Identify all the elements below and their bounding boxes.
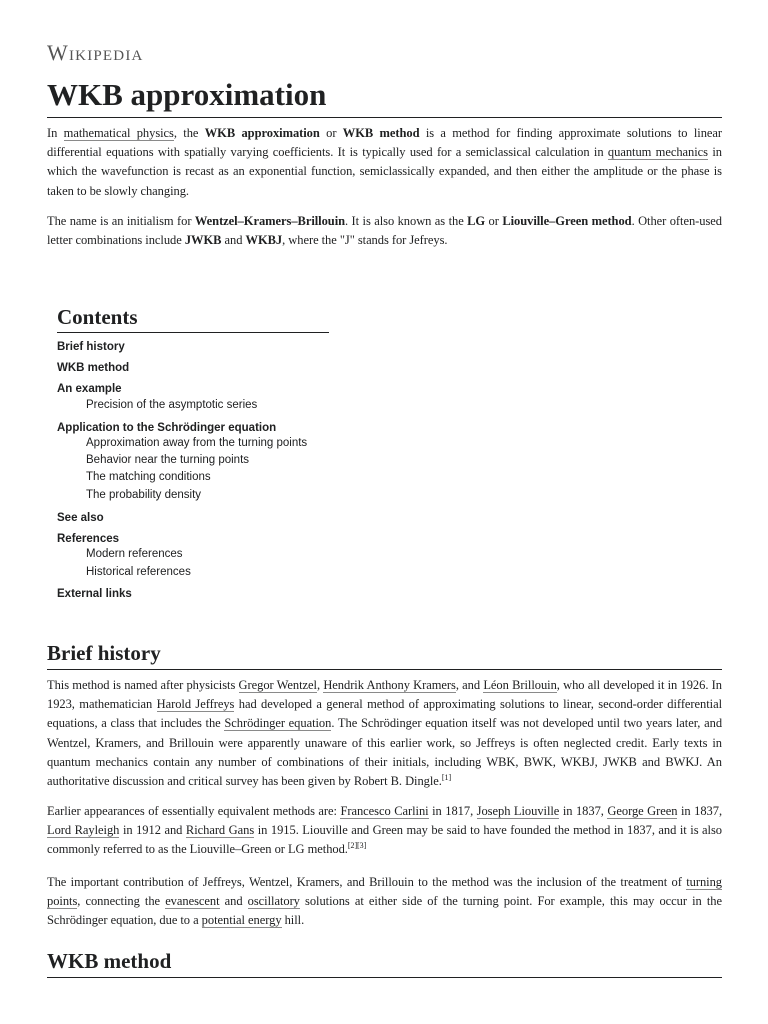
history-paragraph-3: The important contribution of Jeffreys, Wentzel, Kramers, and Brillouin to the method was the inclusion of the treatment of turning points, connecting the evanescent and oscillatory solutions at either side of the turning point. For example, this may occur in the Schrödinger equation, due to a potential energy hill. xyxy=(47,875,722,928)
term-jwkb: JWKB xyxy=(184,233,222,248)
term-lg: LG xyxy=(467,214,486,228)
history-paragraph-1: This method is named after physicists Gregor Wentzel, Hendrik Anthony Kramers, and Léon Brillouin, who all developed it in 1926. In 1923, mathematician Harold Jeffreys had developed a general method of approximating solutions to linear, second-order differential equations, a class that includes the Schrödinger equation. The Schrödinger equation itself was not developed until two years later, and Wentzel, Kramers, and Brillouin were apparently unaware of this earlier work, so Jeffreys is often neglected credit. Early texts in quantum mechanics contain any number of combinations of their initials, including WBK, BWK, WKBJ, JWKB and BWKJ. An authoritative discussion and critical survey has been given by Robert B. Dingle.[1] xyxy=(47,678,723,789)
toc-title: Contents xyxy=(57,304,329,333)
link-joseph-liouville[interactable]: Joseph Liouville xyxy=(476,804,560,818)
toc-item-behavior-near-turning[interactable]: Behavior near the turning points xyxy=(86,454,250,466)
toc-item-matching-conditions[interactable]: The matching conditions xyxy=(86,471,211,483)
toc-item-historical-references[interactable]: Historical references xyxy=(86,566,191,578)
page-title: WKB approximation xyxy=(47,76,722,118)
toc-item-see-also[interactable]: See also xyxy=(57,512,104,524)
link-quantum-mechanics[interactable]: quantum mechanics xyxy=(607,145,708,160)
section-heading-wkb-method: WKB method xyxy=(47,948,722,978)
intro-paragraph-1: In mathematical physics, the WKB approximation or WKB method is a method for finding approximate solutions to linear differential equations with spatially varying coefficients. It is typically used for a semiclassical calculation in quantum mechanics in which the wavefunction is recast as an exponential function, semiclassically expanded, and then either the amplitude or the phase is taken to be slowly changing. xyxy=(47,126,722,198)
reference-2-3[interactable]: [2][3] xyxy=(347,841,367,851)
link-evanescent[interactable]: evanescent xyxy=(165,894,220,909)
toc-item-modern-references[interactable]: Modern references xyxy=(86,548,183,560)
link-hendrik-kramers[interactable]: Hendrik Anthony Kramers xyxy=(323,678,456,692)
history-paragraph-2: Earlier appearances of essentially equivalent methods are: Francesco Carlini in 1817, Joseph Liouville in 1837, George Green in 1837, Lord Rayleigh in 1912 and Richard Gans in 1915. Liouville and Green may be said to have founded the method in 1837, and it is also commonly referred to as the Liouville–Green or LG method.[2][3] xyxy=(47,804,723,857)
section-heading-brief-history: Brief history xyxy=(47,640,722,670)
toc-item-application-schrodinger[interactable]: Application to the Schrödinger equation xyxy=(57,422,277,434)
link-richard-gans[interactable]: Richard Gans xyxy=(185,823,255,838)
link-oscillatory[interactable]: oscillatory xyxy=(247,894,300,909)
link-mathematical-physics[interactable]: mathematical physics xyxy=(63,126,174,140)
term-wkbj: WKBJ xyxy=(245,233,283,248)
term-wkb-approximation: WKB approximation xyxy=(204,126,320,140)
link-harold-jeffreys[interactable]: Harold Jeffreys xyxy=(156,697,235,712)
link-potential-energy[interactable]: potential energy xyxy=(201,913,282,928)
term-wkb-method: WKB method xyxy=(342,126,420,140)
link-francesco-carlini[interactable]: Francesco Carlini xyxy=(340,804,429,818)
toc-item-precision-asymptotic-series[interactable]: Precision of the asymptotic series xyxy=(86,399,258,411)
link-george-green[interactable]: George Green xyxy=(607,804,678,818)
link-turning-points[interactable]: turning points xyxy=(47,875,722,909)
wikipedia-wordmark[interactable]: Wikipedia xyxy=(47,40,144,65)
toc-item-an-example[interactable]: An example xyxy=(57,383,122,395)
term-wentzel-kramers-brillouin: Wentzel–Kramers–Brillouin xyxy=(194,214,346,228)
link-schrodinger-equation[interactable]: Schrödinger equation xyxy=(224,716,332,731)
term-liouville-green: Liouville–Green method xyxy=(502,214,632,228)
toc-item-brief-history[interactable]: Brief history xyxy=(57,341,125,353)
toc-item-references[interactable]: References xyxy=(57,533,120,545)
reference-1[interactable]: [1] xyxy=(441,772,452,782)
link-lord-rayleigh[interactable]: Lord Rayleigh xyxy=(47,823,120,838)
link-gregor-wentzel[interactable]: Gregor Wentzel xyxy=(238,678,317,692)
link-leon-brillouin[interactable]: Léon Brillouin xyxy=(483,678,557,692)
toc-item-wkb-method[interactable]: WKB method xyxy=(57,362,130,374)
intro-paragraph-2: The name is an initialism for Wentzel–Kramers–Brillouin. It is also known as the LG or Liouville–Green method. Other often-used letter combinations include JWKB and WKBJ, where the "J" stands for Jefreys. xyxy=(47,214,722,248)
toc-item-approximation-away[interactable]: Approximation away from the turning points xyxy=(86,437,308,449)
toc-item-probability-density[interactable]: The probability density xyxy=(86,489,202,501)
toc-item-external-links[interactable]: External links xyxy=(57,588,132,600)
